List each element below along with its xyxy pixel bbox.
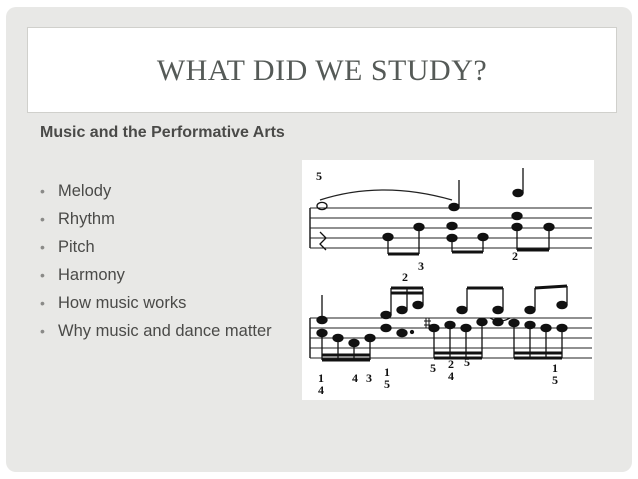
list-item: • Rhythm	[40, 205, 295, 233]
list-item: • Why music and dance matter	[40, 317, 295, 345]
slide-subtitle: Music and the Performative Arts	[40, 124, 285, 141]
bullet-icon: •	[40, 239, 45, 255]
bullet-icon: •	[40, 267, 45, 283]
fingering: 4	[352, 371, 358, 385]
bullet-icon: •	[40, 323, 45, 339]
bullet-icon: •	[40, 183, 45, 199]
fingering: 2	[512, 249, 518, 263]
slide-title: WHAT DID WE STUDY?	[156, 54, 488, 87]
title-box	[27, 27, 617, 113]
fingering: 1	[552, 361, 558, 375]
fingering: 4	[318, 383, 324, 397]
music-notation	[302, 160, 594, 400]
fingering: 5	[430, 361, 436, 375]
fingering: 2	[448, 357, 454, 371]
fingering: 5	[464, 355, 470, 369]
fingering: 3	[366, 371, 372, 385]
sheet-music-image	[302, 160, 594, 400]
fingering: 5	[552, 373, 558, 387]
fingering: 5	[384, 377, 390, 391]
fingering: 4	[448, 369, 454, 383]
list-item: • Pitch	[40, 233, 295, 261]
topic-list	[40, 177, 295, 345]
fingering: 1	[318, 371, 324, 385]
fingering: 3	[418, 259, 424, 273]
list-item: • Harmony	[40, 261, 295, 289]
bullet-icon: •	[40, 211, 45, 227]
fingering: 1	[384, 365, 390, 379]
bullet-icon: •	[40, 295, 45, 311]
list-item: • Melody	[40, 177, 295, 205]
measure-number: 5	[316, 169, 322, 183]
fingering: 2	[402, 270, 408, 284]
list-item: • How music works	[40, 289, 295, 317]
